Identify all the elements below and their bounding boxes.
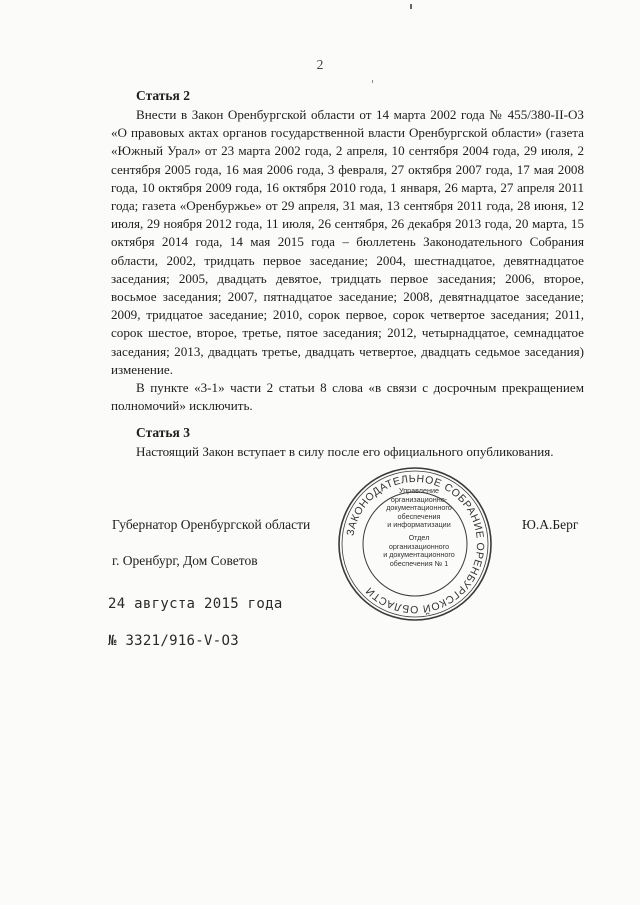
scan-mark: [410, 4, 412, 9]
scan-mark: [372, 80, 373, 83]
seal-line: и документационного: [383, 550, 455, 560]
law-date: 24 августа 2015 года: [108, 596, 283, 612]
seal-ring-text: ЗАКОНОДАТЕЛЬНОЕ СОБРАНИЕ ОРЕНБУРГСКОЙ ОБЛАСТИ: [344, 472, 487, 616]
article-2-paragraph-2: В пункте «3-1» части 2 статьи 8 слова «в связи с досрочным прекращением полномочий» исключить.: [111, 380, 584, 414]
article-2-heading: Статья 2: [136, 88, 190, 103]
law-number: № 3321/916-V-ОЗ: [108, 633, 239, 649]
seal-line: обеспечения № 1: [389, 558, 449, 568]
seal-line: обеспечения: [397, 511, 441, 521]
article-3-heading: Статья 3: [136, 425, 190, 440]
article-2-body: [111, 106, 584, 415]
article-3-body: [111, 443, 584, 461]
article-3-paragraph-1: Настоящий Закон вступает в силу после его официального опубликования.: [136, 444, 554, 459]
governor-title: Губернатор Оренбургской области: [112, 517, 311, 532]
seal-line: документационного: [386, 503, 452, 513]
page-number: 2: [316, 57, 324, 72]
article-2-paragraph-1: Внести в Закон Оренбургской области от 14 марта 2002 года № 455/380-II-ОЗ «О правовых актах органов государственной власти Оренбургской области» (газета «Южный Урал» от 23 марта 2002 года, 2 апреля, 10 сентября 2004 года, 29 июля, 2 сентября 2005 года, 16 мая 2006 года, 3 февраля, 27 октября 2007 года, 17 мая 2008 года, 10 октября 2009 года, 16 октября 2010 года, 1 января, 26 марта, 27 апреля 2011 года; газета «Оренбуржье» от 29 апреля, 31 мая, 13 сентября 2011 года, 28 июня, 12 июля, 29 ноября 2012 года, 11 июля, 26 сентября, 26 декабря 2013 года, 20 марта, 15 октября 2014 года, 14 мая 2015 года – бюллетень Законодательного Собрания области, 2002, тридцать первое заседание; 2004, шестнадцатое, девятнадцатое заседания; 2005, двадцать девятое, тридцать первое заседания; 2006, второе, восьмое заседания; 2007, пятнадцатое заседание; 2008, девятнадцатое заседание; 2009, тридцатое заседание; 2010, сорок первое, сорок четвертое заседания; 2011, сорок шестое, второе, третье, пятое заседания; 2012, четырнадцатое, семнадцатое заседания; 2013, двадцать третье, двадцать четвертое, двадцать седьмое заседания) изменение.: [111, 107, 584, 377]
seal-line: Управление: [399, 486, 439, 495]
seal-line: Отдел организационного: [388, 532, 450, 551]
seal-line: и информатизации: [387, 520, 451, 530]
place-line: г. Оренбург, Дом Советов: [112, 553, 258, 568]
seal-inner-text: [378, 487, 460, 568]
governor-name: Ю.А.Берг: [522, 517, 579, 532]
seal-line: организационно-: [390, 494, 448, 504]
